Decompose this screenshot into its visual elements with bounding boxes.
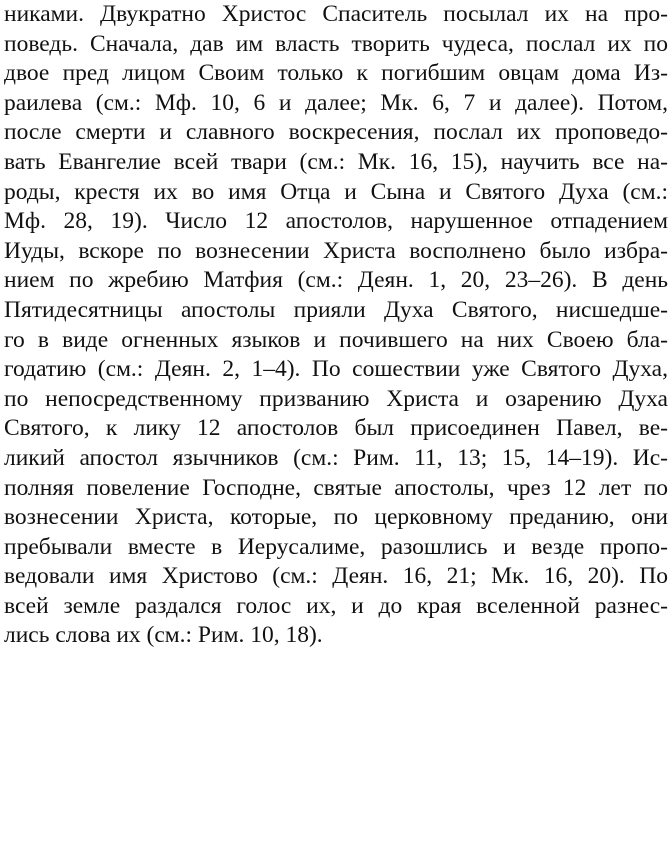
text-line-last: лись слова их (см.: Рим. 10, 18).: [4, 622, 323, 649]
text-line: поведь. Сначала, дав им власть творить чудеса, послал их по: [4, 30, 668, 57]
text-line: никами. Двукратно Христос Спаситель посылал их на про-: [4, 1, 668, 27]
text-line: полняя повеление Господне, святые апостолы, чрез 12 лет по: [4, 474, 668, 501]
text-line: после смерти и славного воскресения, послал их проповедо-: [4, 119, 668, 146]
text-line: двое пред лицом Своим только к погибшим овцам дома Из-: [4, 60, 668, 87]
text-line: Святого, к лику 12 апостолов был присоединен Павел, ве-: [4, 415, 668, 442]
text-line: нием по жребию Матфия (см.: Деян. 1, 20, 23–26). В день: [4, 267, 668, 294]
text-line: раилева (см.: Мф. 10, 6 и далее; Мк. 6, 7 и далее). Потом,: [4, 89, 668, 116]
text-line: роды, крестя их во имя Отца и Сына и Святого Духа (см.:: [4, 178, 668, 205]
text-line: го в виде огненных языков и почившего на них Своею бла-: [4, 326, 668, 353]
text-line: Мф. 28, 19). Число 12 апостолов, нарушенное отпадением: [4, 208, 668, 235]
text-line: вать Евангелие всей твари (см.: Мк. 16, 15), научить все на-: [4, 148, 668, 175]
text-line: Иуды, вскоре по вознесении Христа восполнено было избра-: [4, 237, 668, 264]
text-line: всей земле раздался голос их, и до края вселенной разнес-: [4, 592, 668, 619]
text-line: по непосредственному призванию Христа и озарению Духа: [4, 385, 668, 412]
text-line: пребывали вместе в Иерусалиме, разошлись и везде пропо-: [4, 533, 668, 560]
text-line: ликий апостол язычников (см.: Рим. 11, 13; 15, 14–19). Ис-: [4, 444, 668, 471]
text-line: ведовали имя Христово (см.: Деян. 16, 21; Мк. 16, 20). По: [4, 563, 668, 590]
document-page: [4, 0, 668, 651]
text-line: годатию (см.: Деян. 2, 1–4). По сошествии уже Святого Духа,: [4, 356, 668, 383]
body-paragraph: [4, 0, 668, 651]
text-line: вознесении Христа, которые, по церковному преданию, они: [4, 504, 668, 531]
text-line: Пятидесятницы апостолы прияли Духа Святого, нисшедше-: [4, 296, 668, 323]
